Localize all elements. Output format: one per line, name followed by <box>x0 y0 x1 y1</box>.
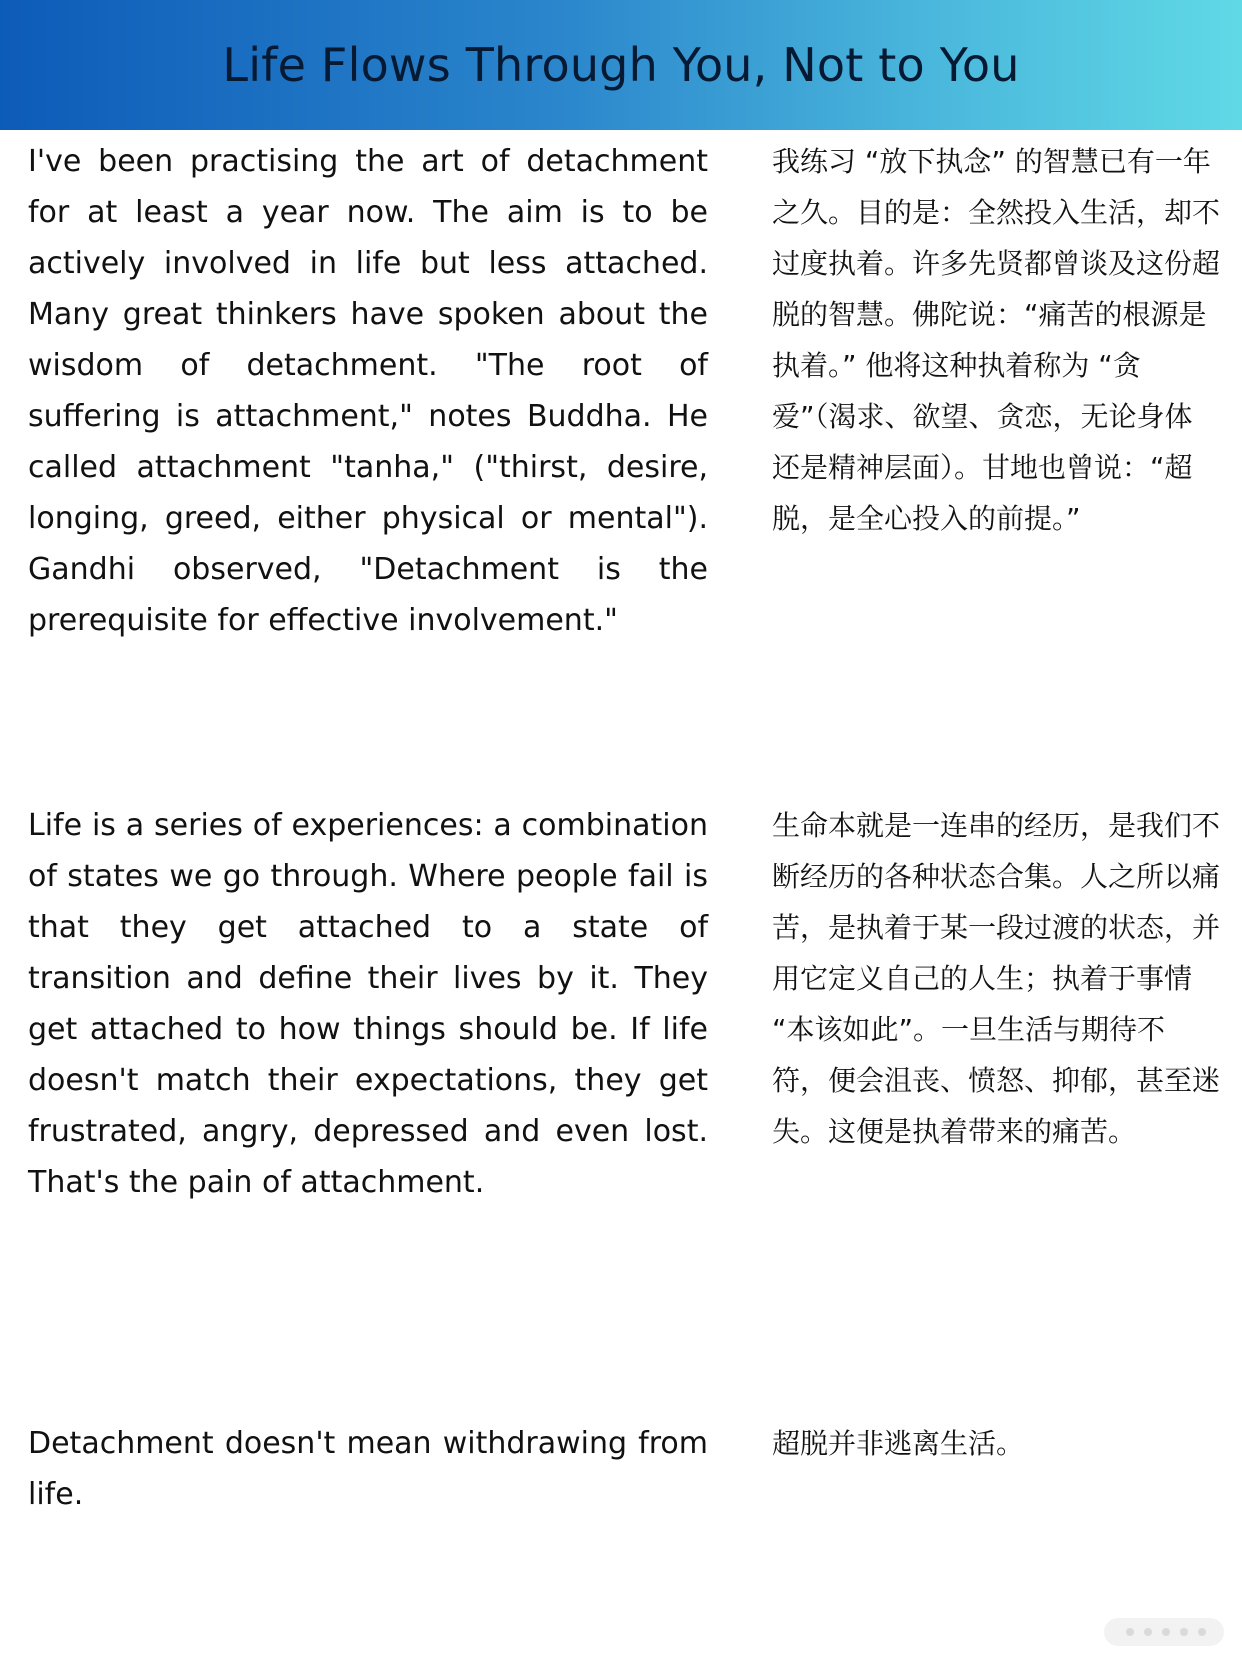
page-title: Life Flows Through You, Not to You <box>222 38 1020 92</box>
english-text: Life is a series of experiences: a combination of states we go through. Where people fail is that they get attached to a state of transition and define their lives by it. They get attached to how things should be. If life doesn't match their expectations, they get frustrated, angry, depressed and even lost. That's the pain of attachment. <box>28 808 708 1200</box>
english-text: I've been practising the art of detachment for at least a year now. The aim is to be actively involved in life but less attached. Many great thinkers have spoken about the wisdom of detachment. "The root of suffering is attachment," notes Buddha. He called attachment "tanha," ("thirst, desire, longing, greed, either physical or mental"). Gandhi observed, "Detachment is the prerequisite for effective involvement." <box>28 144 708 638</box>
watermark-dot <box>1162 1628 1170 1636</box>
watermark-dot <box>1144 1628 1152 1636</box>
watermark-dot <box>1180 1628 1188 1636</box>
chinese-text: 我练习 “放下执念” 的智慧已有一年之久。目的是：全然投入生活，却不过度执着。许多先贤都曾谈及这份超脱的智慧。佛陀说：“痛苦的根源是执着。” 他将这种执着称为 “贪爱”（渴求、欲望、贪恋，无论身体还是精神层面）。甘地也曾说：“超脱，是全心投入的前提。” <box>772 145 1221 535</box>
watermark-badge <box>1104 1618 1224 1646</box>
watermark-dot <box>1198 1628 1206 1636</box>
watermark-dot <box>1126 1628 1134 1636</box>
chinese-text: 生命本就是一连串的经历，是我们不断经历的各种状态合集。人之所以痛苦，是执着于某一段过渡的状态，并用它定义自己的人生；执着于事情 “本该如此”。一旦生活与期待不符，便会沮丧、愤怒、抑郁，甚至迷失。这便是执着带来的痛苦。 <box>772 809 1221 1148</box>
title-banner <box>0 0 1242 130</box>
english-text: Detachment doesn't mean withdrawing from life. <box>28 1426 708 1512</box>
chinese-text: 超脱并非逃离生活。 <box>772 1427 1025 1460</box>
